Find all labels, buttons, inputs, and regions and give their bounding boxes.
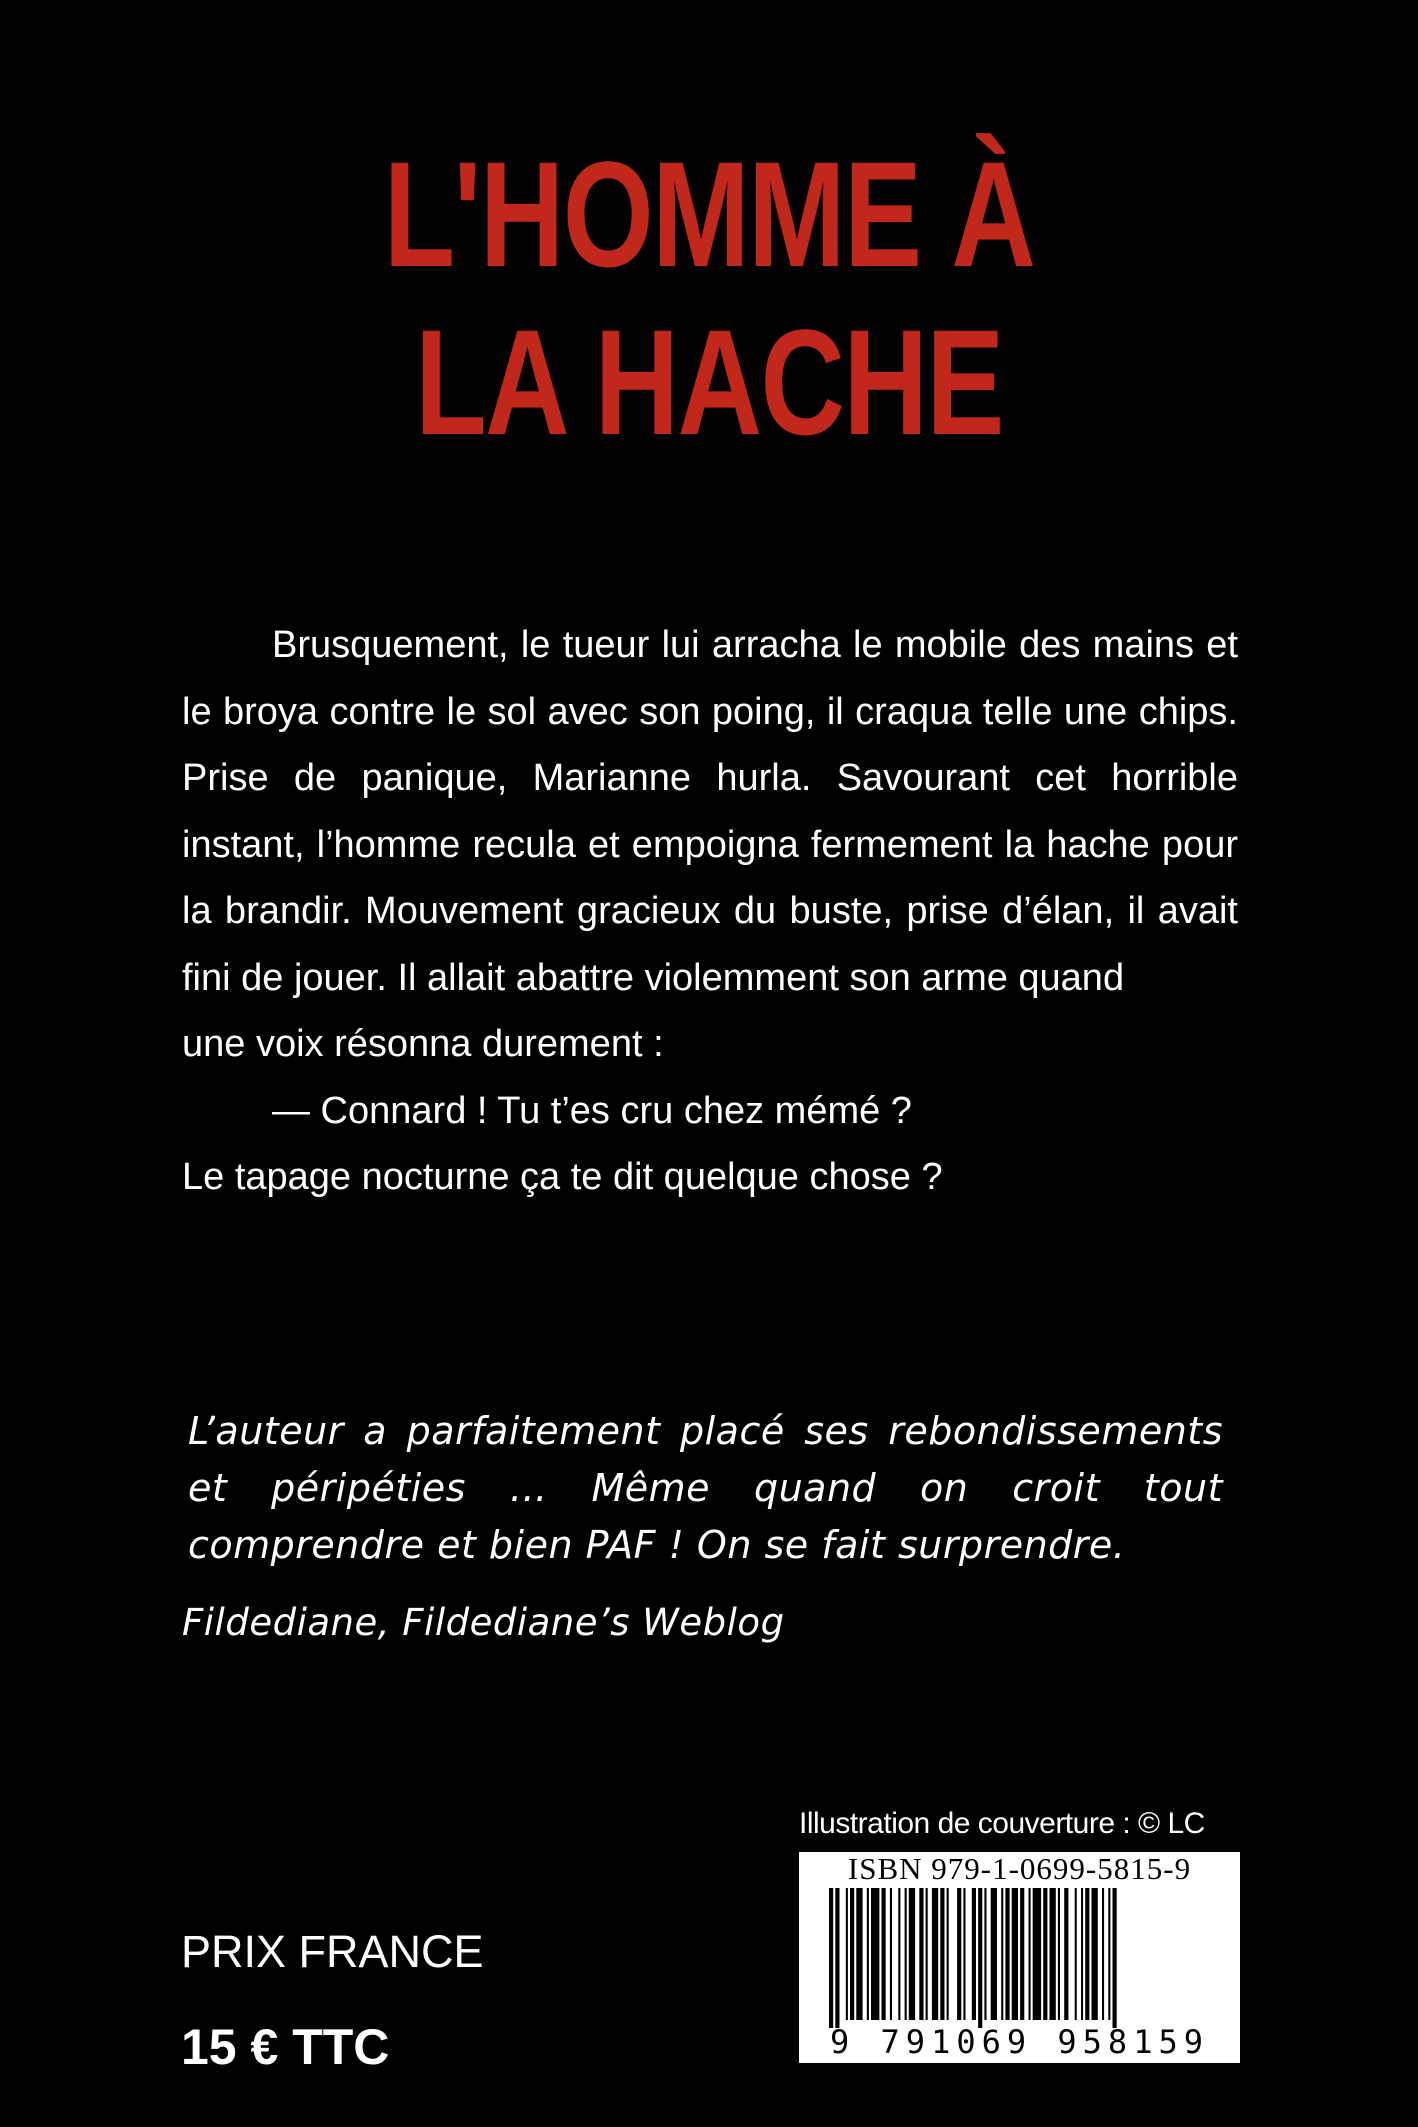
back-cover-excerpt: [182, 612, 1238, 1211]
barcode-bar: [932, 1888, 938, 2020]
barcode-bar: [1001, 1888, 1003, 2020]
barcode-isbn-text: ISBN 979-1-0699-5815-9: [847, 1851, 1192, 1886]
barcode-bars: [799, 1888, 1240, 2028]
barcode-bar: [1102, 1888, 1104, 2020]
barcode-bar: [984, 1888, 986, 2020]
barcode-bar: [1020, 1888, 1024, 2020]
book-title-line-1: L'HOMME À: [383, 130, 1035, 298]
barcode-bar: [835, 1888, 839, 2028]
barcode-bar: [905, 1888, 907, 2020]
barcode-bar: [909, 1888, 915, 2020]
illustration-credit: Illustration de couverture : © LC: [799, 1807, 1205, 1840]
barcode-bar: [957, 1888, 961, 2020]
barcode-bar: [963, 1888, 965, 2020]
barcode-bar: [1108, 1888, 1110, 2020]
barcode-bar: [1085, 1888, 1089, 2020]
barcode-bar: [1033, 1888, 1041, 2020]
excerpt-paragraph: Brusquement, le tueur lui arracha le mobile des mains et le broya contre le sol avec son poing, il craqua telle une chips. Prise de panique, Marianne hurla. Savourant cet horrible instant, l’homme recula et empoigna fermement la hache pour la brandir. Mouvement gracieux du buste, prise d’élan, il avait fini de jouer. Il allait abattre violemment son arme quand: [182, 624, 1238, 999]
barcode-bar: [882, 1888, 886, 2020]
barcode-bar: [1064, 1888, 1068, 2020]
barcode-bar: [978, 1888, 982, 2028]
barcode-bar: [1092, 1888, 1098, 2020]
review-quote: L’auteur a parfaitement placé ses rebondissements et péripéties ... Même quand on croit tout comprendre et bien PAF ! On se fait surprendre.: [188, 1409, 1223, 1567]
barcode-bar: [991, 1888, 997, 2020]
barcode-bar: [947, 1888, 949, 2020]
excerpt-dialogue: — Connard ! Tu t’es cru chez mémé ?: [272, 1089, 912, 1132]
barcode-bar: [898, 1888, 900, 2020]
barcode-bar: [871, 1888, 879, 2020]
barcode-bar: [1050, 1888, 1056, 2020]
barcode-bar: [1058, 1888, 1060, 2020]
barcode-bar: [1043, 1888, 1047, 2020]
excerpt-paragraph-end: une voix résonna durement :: [182, 1023, 664, 1065]
barcode-bar: [867, 1888, 869, 2020]
barcode-bar: [940, 1888, 944, 2020]
book-title-line-2: LA HACHE: [415, 298, 1003, 466]
price-value: 15 € TTC: [181, 2019, 390, 2075]
price-label: PRIX FRANCE: [181, 1926, 484, 1977]
barcode-bar: [1012, 1888, 1018, 2020]
barcode-bar: [972, 1888, 976, 2020]
barcode-number: 9 791069 958159: [830, 2023, 1209, 2061]
barcode-bar: [919, 1888, 923, 2020]
barcode-bar: [1075, 1888, 1077, 2020]
barcode-bar: [890, 1888, 892, 2020]
isbn-barcode: [799, 1852, 1240, 2063]
barcode-bar: [1113, 1888, 1117, 2028]
barcode-bar: [850, 1888, 854, 2020]
barcode-bar: [1005, 1888, 1009, 2020]
barcode-bar: [846, 1888, 848, 2020]
barcode-bar: [1081, 1888, 1083, 2020]
book-title: [156, 130, 1262, 466]
barcode-bar: [829, 1888, 833, 2028]
review-source: Fildediane, Fildediane’s Weblog: [182, 1601, 785, 1644]
barcode-bar: [856, 1888, 862, 2020]
barcode-bar: [1029, 1888, 1031, 2020]
barcode-bar: [926, 1888, 928, 2020]
excerpt-last-line: Le tapage nocturne ça te dit quelque chose ?: [182, 1156, 943, 1198]
